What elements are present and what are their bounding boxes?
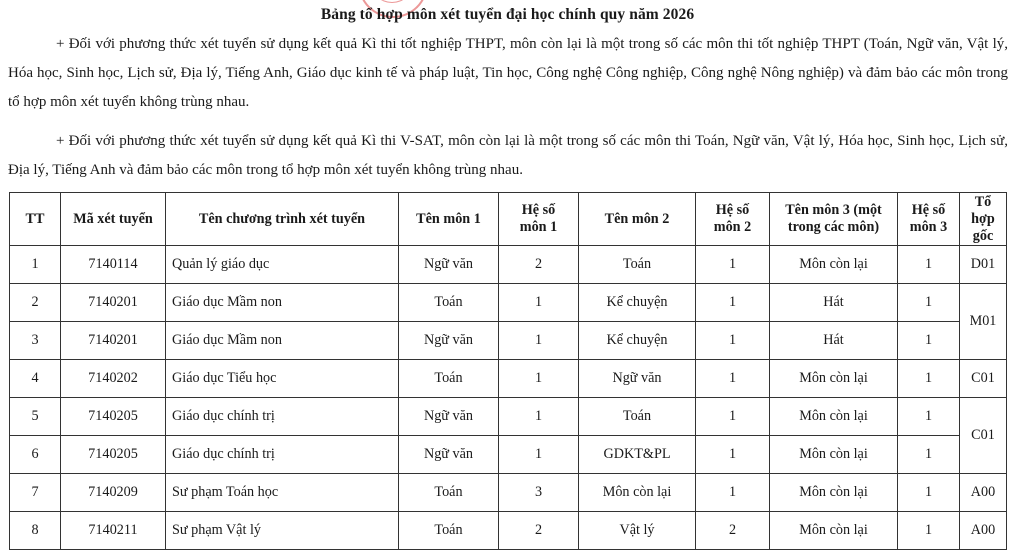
- cell-mon1: Ngữ văn: [399, 398, 499, 436]
- cell-mon3: Hát: [770, 322, 898, 360]
- cell-mon2: Ngữ văn: [579, 360, 696, 398]
- header-mon2: Tên môn 2: [579, 193, 696, 246]
- subject-combination-table: [9, 192, 1007, 550]
- header-hs2-line2: môn 2: [713, 219, 752, 235]
- header-mon3-line1: Tên môn 3 (một: [785, 202, 882, 218]
- cell-ma: 7140202: [61, 360, 166, 398]
- cell-hs3: 1: [898, 360, 960, 398]
- header-hs3-line2: môn 3: [909, 219, 948, 235]
- cell-mon1: Ngữ văn: [399, 436, 499, 474]
- header-goc-line1: Tổ: [974, 193, 992, 210]
- header-hs1: [499, 193, 579, 246]
- cell-ten: Sư phạm Toán học: [166, 474, 399, 512]
- header-hs3-line1: Hệ số: [911, 202, 946, 218]
- cell-tt: 3: [10, 322, 61, 360]
- paragraph-thpt: + Đối với phương thức xét tuyển sử dụng kết quả Kì thi tốt nghiệp THPT, môn còn lại là một trong số các môn thi tốt nghiệp THPT (Toán, Ngữ văn, Vật lý, Hóa học, Sinh học, Lịch sử, Địa lý, Tiếng Anh, Giáo dục kinh tế và pháp luật, Tin học, Công nghệ Công nghiệp, Công nghệ Nông nghiệp) và đảm bảo các môn trong tổ hợp môn xét tuyển không trùng nhau.: [8, 36, 1008, 110]
- cell-tt: 4: [10, 360, 61, 398]
- cell-hs1: 2: [499, 512, 579, 550]
- cell-hs3: 1: [898, 322, 960, 360]
- cell-hs1: 1: [499, 436, 579, 474]
- cell-ma: 7140205: [61, 398, 166, 436]
- cell-hs2: 1: [696, 360, 770, 398]
- cell-goc: M01: [960, 284, 1007, 360]
- cell-ma: 7140114: [61, 246, 166, 284]
- cell-hs3: 1: [898, 284, 960, 322]
- cell-mon2: Môn còn lại: [579, 474, 696, 512]
- cell-ma: 7140201: [61, 284, 166, 322]
- cell-mon2: GDKT&PL: [579, 436, 696, 474]
- cell-mon3: Môn còn lại: [770, 512, 898, 550]
- cell-ten: Giáo dục Tiểu học: [166, 360, 399, 398]
- cell-hs2: 1: [696, 398, 770, 436]
- cell-mon2: Vật lý: [579, 512, 696, 550]
- cell-tt: 1: [10, 246, 61, 284]
- cell-ma: 7140201: [61, 322, 166, 360]
- cell-goc: C01: [960, 398, 1007, 474]
- cell-goc: A00: [960, 512, 1007, 550]
- cell-ma: 7140209: [61, 474, 166, 512]
- cell-ma: 7140205: [61, 436, 166, 474]
- cell-hs2: 1: [696, 284, 770, 322]
- header-to-hop-goc: [960, 193, 1007, 246]
- header-ma: Mã xét tuyển: [61, 193, 166, 246]
- cell-hs1: 3: [499, 474, 579, 512]
- cell-hs1: 1: [499, 322, 579, 360]
- header-goc-line3: gốc: [972, 227, 994, 244]
- table-row: [10, 360, 1007, 398]
- cell-mon3: Hát: [770, 284, 898, 322]
- table-row: [10, 246, 1007, 284]
- page-title: Bảng tổ hợp môn xét tuyển đại học chính quy năm 2026: [320, 6, 695, 23]
- cell-ma: 7140211: [61, 512, 166, 550]
- cell-tt: 2: [10, 284, 61, 322]
- cell-ten: Quản lý giáo dục: [166, 246, 399, 284]
- header-hs3: [898, 193, 960, 246]
- cell-tt: 5: [10, 398, 61, 436]
- header-mon1: Tên môn 1: [399, 193, 499, 246]
- cell-hs2: 1: [696, 474, 770, 512]
- table-row: [10, 436, 1007, 474]
- cell-mon2: Kể chuyện: [579, 322, 696, 360]
- cell-mon1: Toán: [399, 284, 499, 322]
- cell-hs3: 1: [898, 246, 960, 284]
- cell-hs3: 1: [898, 398, 960, 436]
- cell-tt: 8: [10, 512, 61, 550]
- paragraph-vsat: + Đối với phương thức xét tuyển sử dụng kết quả Kì thi V-SAT, môn còn lại là một trong số các môn thi Toán, Ngữ văn, Vật lý, Hóa học, Sinh học, Lịch sử, Địa lý, Tiếng Anh và đảm bảo các môn trong tổ hợp môn xét tuyển không trùng nhau.: [8, 133, 1008, 178]
- cell-tt: 7: [10, 474, 61, 512]
- table-row: [10, 474, 1007, 512]
- cell-hs1: 1: [499, 398, 579, 436]
- table-row: [10, 398, 1007, 436]
- cell-mon1: Ngữ văn: [399, 246, 499, 284]
- cell-ten: Giáo dục chính trị: [166, 436, 399, 474]
- cell-ten: Giáo dục Mầm non: [166, 322, 399, 360]
- header-ten-ct: Tên chương trình xét tuyển: [166, 193, 399, 246]
- header-tt: TT: [10, 193, 61, 246]
- cell-goc: A00: [960, 474, 1007, 512]
- header-mon3-line2: trong các môn): [787, 219, 880, 235]
- cell-hs3: 1: [898, 436, 960, 474]
- cell-mon2: Toán: [579, 246, 696, 284]
- cell-goc: C01: [960, 360, 1007, 398]
- cell-mon1: Toán: [399, 474, 499, 512]
- cell-mon1: Toán: [399, 512, 499, 550]
- cell-hs1: 1: [499, 284, 579, 322]
- cell-tt: 6: [10, 436, 61, 474]
- cell-hs2: 1: [696, 246, 770, 284]
- cell-hs3: 1: [898, 474, 960, 512]
- header-mon3: [770, 193, 898, 246]
- table-row: [10, 512, 1007, 550]
- table-header-row: [10, 193, 1007, 246]
- cell-mon3: Môn còn lại: [770, 246, 898, 284]
- header-hs2: [696, 193, 770, 246]
- cell-mon3: Môn còn lại: [770, 360, 898, 398]
- cell-hs2: 2: [696, 512, 770, 550]
- cell-mon2: Toán: [579, 398, 696, 436]
- cell-goc: D01: [960, 246, 1007, 284]
- cell-ten: Giáo dục chính trị: [166, 398, 399, 436]
- table-row: [10, 322, 1007, 360]
- cell-hs2: 1: [696, 322, 770, 360]
- cell-mon3: Môn còn lại: [770, 398, 898, 436]
- cell-ten: Sư phạm Vật lý: [166, 512, 399, 550]
- cell-hs2: 1: [696, 436, 770, 474]
- cell-mon1: Toán: [399, 360, 499, 398]
- cell-mon1: Ngữ văn: [399, 322, 499, 360]
- header-hs1-line2: môn 1: [519, 219, 558, 235]
- cell-mon3: Môn còn lại: [770, 474, 898, 512]
- header-hs1-line1: Hệ số: [521, 202, 556, 218]
- cell-mon2: Kể chuyện: [579, 284, 696, 322]
- cell-ten: Giáo dục Mầm non: [166, 284, 399, 322]
- cell-hs3: 1: [898, 512, 960, 550]
- header-hs2-line1: Hệ số: [715, 202, 750, 218]
- table-row: [10, 284, 1007, 322]
- header-goc-line2: hợp: [971, 210, 995, 227]
- cell-mon3: Môn còn lại: [770, 436, 898, 474]
- cell-hs1: 1: [499, 360, 579, 398]
- cell-hs1: 2: [499, 246, 579, 284]
